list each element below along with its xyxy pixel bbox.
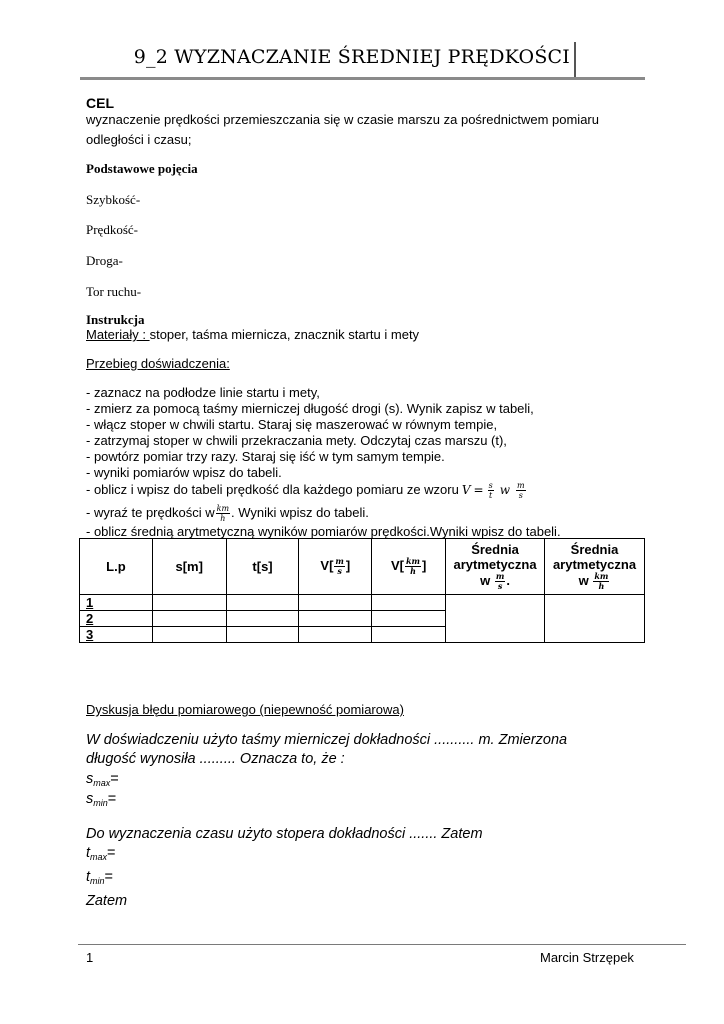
- step-formula: [86, 478, 527, 502]
- cell-avg-ms[interactable]: [446, 595, 545, 643]
- zatem-line: Zatem: [86, 893, 128, 909]
- step-2: - zmierz za pomocą taśmy mierniczej długość drogi (s). Wynik zapisz w tabeli,: [86, 401, 534, 416]
- concept-distance: Droga-: [86, 253, 123, 268]
- cell-s[interactable]: [152, 611, 226, 627]
- col-header-s: s[m]: [152, 539, 226, 595]
- footer-rule: [78, 944, 686, 945]
- cell-v-ms[interactable]: [299, 595, 372, 611]
- col-header-v-kmh: V[ $\frac{km}{h}$ ]: [372, 539, 446, 595]
- materials-label: Materiały :: [86, 327, 150, 342]
- formula-v: V: [461, 483, 471, 497]
- express-suffix: . Wyniki wpisz do tabeli.: [231, 505, 369, 520]
- col-header-v-ms: V[ $\frac{m}{s}$ ]: [299, 539, 372, 595]
- cell-t[interactable]: [226, 627, 299, 643]
- row-number: 2: [80, 611, 153, 627]
- header-vertical-rule: [574, 42, 576, 78]
- concept-velocity: Prędkość-: [86, 222, 138, 237]
- header-rule: [80, 77, 645, 80]
- cell-t[interactable]: [226, 611, 299, 627]
- concept-trajectory: Tor ruchu-: [86, 284, 142, 299]
- cell-t[interactable]: [226, 595, 299, 611]
- discussion-line2: długość wynosiła ......... Oznacza to, że :: [86, 751, 345, 767]
- step-3: - włącz stoper w chwili startu. Staraj się maszerować w równym tempie,: [86, 417, 498, 432]
- goal-heading: CEL: [86, 95, 114, 111]
- formula-fraction: $\frac{s}{t}$: [488, 480, 493, 500]
- cell-v-kmh[interactable]: [372, 627, 446, 643]
- step-6: - wyniki pomiarów wpisz do tabeli.: [86, 465, 282, 480]
- step-4: - zatrzymaj stoper w chwili przekraczania mety. Odczytaj czas marszu (t),: [86, 433, 507, 448]
- concepts-heading: Podstawowe pojęcia: [86, 161, 198, 176]
- cell-v-kmh[interactable]: [372, 611, 446, 627]
- s-max-line: $s_{max}=$: [86, 771, 119, 788]
- col-header-avg-ms: Średnia arytmetyczna w $\frac{m}{s}$ .: [446, 539, 545, 595]
- goal-text-line1: wyznaczenie prędkości przemieszczania się w czasie marszu za pośrednictwem pomiaru: [86, 112, 599, 127]
- express-prefix: - wyraź te prędkości w: [86, 505, 215, 520]
- step-average: - oblicz średnią arytmetyczną wyników pomiarów prędkości.Wyniki wpisz do tabeli.: [86, 524, 561, 539]
- goal-text-line2: odległości i czasu;: [86, 132, 192, 147]
- s-min-line: $s_{min}=$: [86, 791, 117, 808]
- cell-v-kmh[interactable]: [372, 595, 446, 611]
- procedure-heading: Przebieg doświadczenia:: [86, 356, 230, 371]
- formula-w: w: [499, 483, 510, 497]
- formula-step-prefix: - oblicz i wpisz do tabeli prędkość dla każdego pomiaru ze wzoru: [86, 482, 459, 497]
- col-header-lp: L.p: [80, 539, 153, 595]
- time-line: Do wyznaczenia czasu użyto stopera dokładności ....... Zatem: [86, 826, 483, 842]
- page-number: 1: [86, 950, 94, 965]
- materials-text: stoper, taśma miernicza, znacznik startu i mety: [149, 327, 420, 342]
- row-number: 1: [80, 595, 153, 611]
- step-1: - zaznacz na podłodze linie startu i mety,: [86, 385, 320, 400]
- table-row: [80, 595, 645, 611]
- measurements-table: [79, 538, 645, 643]
- formula-unit-ms: $\frac{m}{s}$: [516, 480, 525, 500]
- express-unit-kmh: $\frac{km}{h}$: [216, 503, 230, 523]
- cell-v-ms[interactable]: [299, 627, 372, 643]
- materials-line: [86, 327, 419, 343]
- t-min-line: $t_{min}=$: [86, 869, 114, 886]
- col-header-avg-kmh: Średnia arytmetyczna w $\frac{km}{h}$: [545, 539, 645, 595]
- instructions-heading: Instrukcja: [86, 312, 145, 327]
- discussion-heading: Dyskusja błędu pomiarowego (niepewność pomiarowa): [86, 702, 404, 717]
- col-header-t: t[s]: [226, 539, 299, 595]
- concept-speed: Szybkość-: [86, 192, 141, 207]
- author-name: Marcin Strzępek: [540, 950, 634, 965]
- t-max-line: $t_{max}=$: [86, 845, 116, 862]
- step-5: - powtórz pomiar trzy razy. Staraj się iść w tym samym tempie.: [86, 449, 445, 464]
- row-number: 3: [80, 627, 153, 643]
- table-header-row: [80, 539, 645, 595]
- cell-s[interactable]: [152, 627, 226, 643]
- cell-s[interactable]: [152, 595, 226, 611]
- step-express: [86, 500, 369, 526]
- page-title: 9_2 WYZNACZANIE ŚREDNIEJ PRĘDKOŚCI: [133, 46, 570, 68]
- discussion-line1: W doświadczeniu użyto taśmy mierniczej dokładności .......... m. Zmierzona: [86, 732, 568, 748]
- formula-eq: =: [473, 483, 484, 497]
- cell-avg-kmh[interactable]: [545, 595, 645, 643]
- cell-v-ms[interactable]: [299, 611, 372, 627]
